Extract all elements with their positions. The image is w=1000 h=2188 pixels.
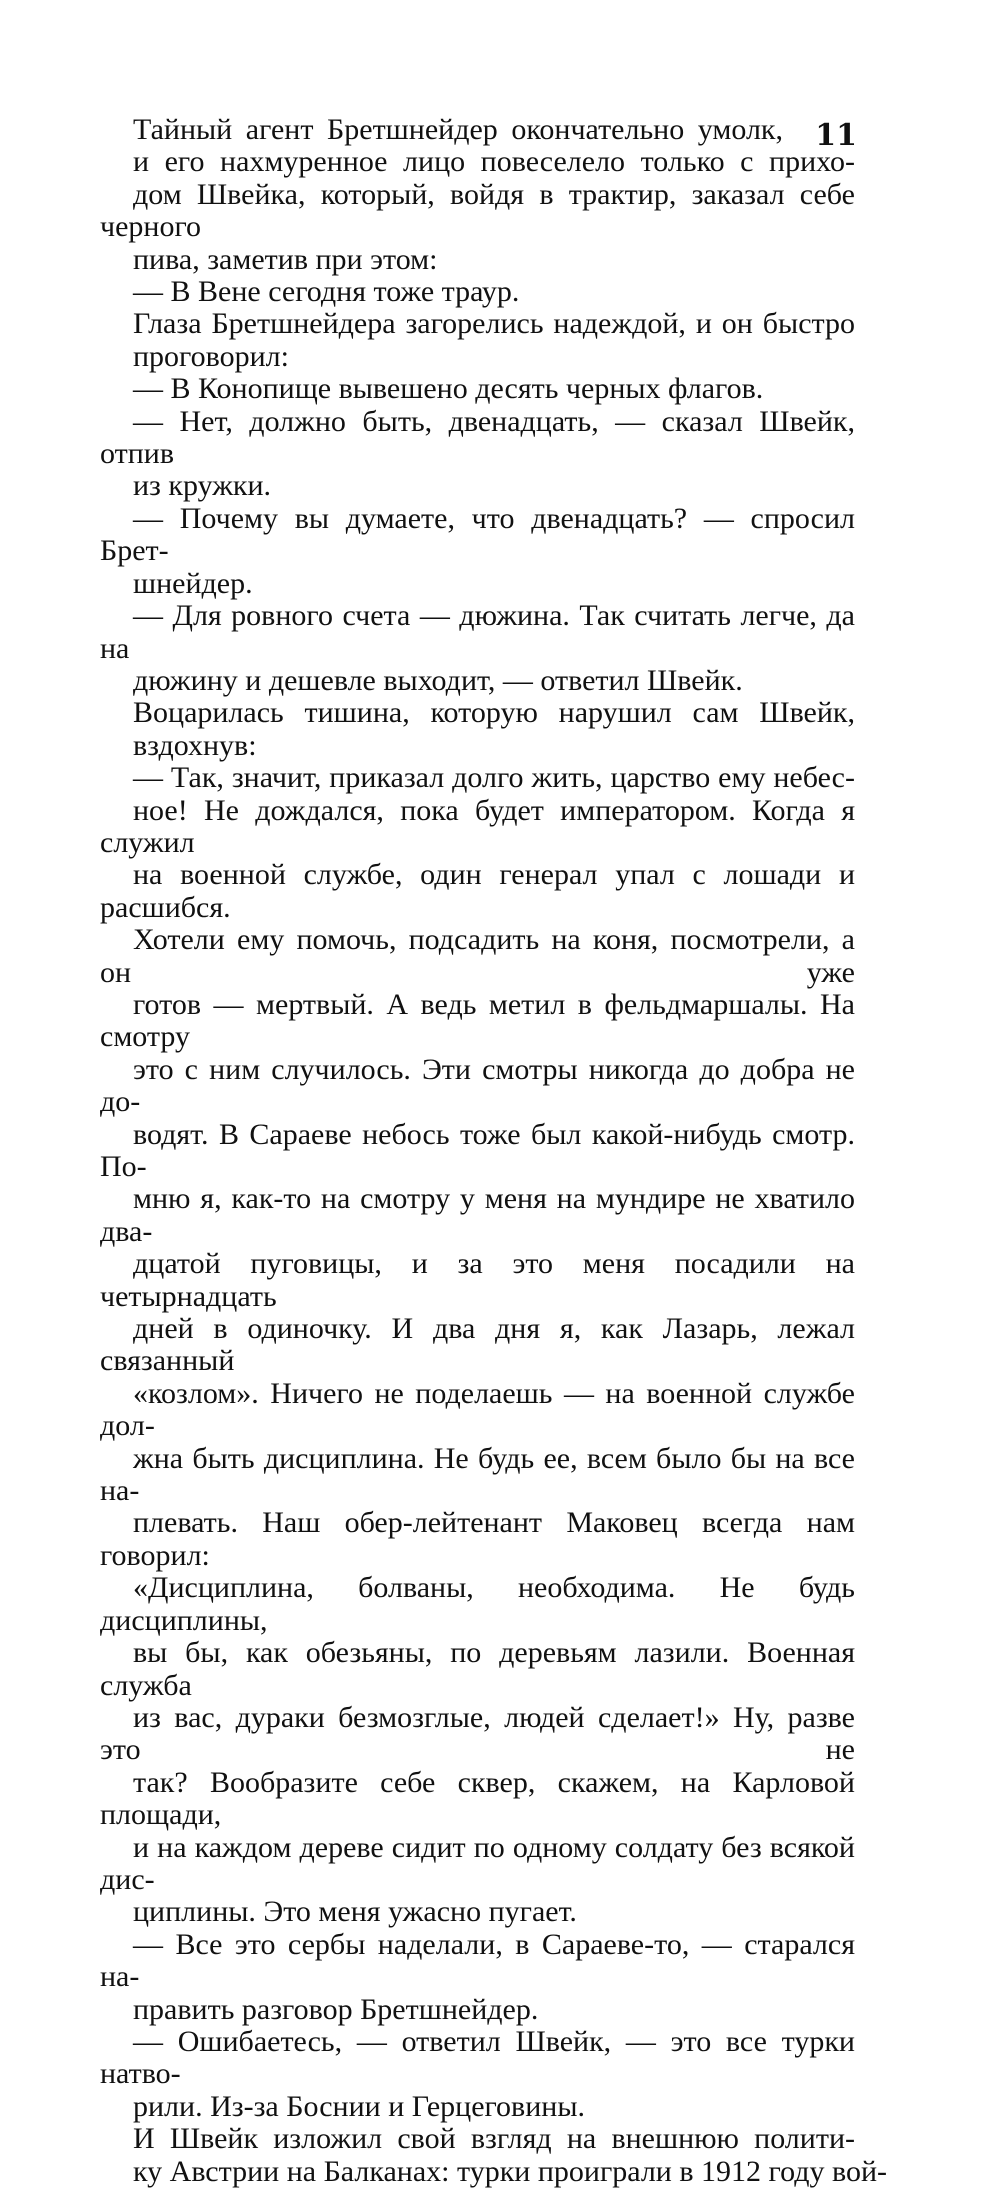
text-line: ку Австрии на Балканах: турки проиграли в 1912 году вой-	[133, 2154, 887, 2188]
text-line: дцатой пуговицы, и за это меня посадили на четырнадцать	[100, 1247, 855, 1313]
text-line: — Для ровного счета — дюжина. Так считать легче, да на	[100, 599, 855, 665]
paragraph	[100, 406, 855, 503]
paragraph	[100, 600, 855, 697]
text-line: вздохнув:	[133, 728, 257, 762]
text-line: вы бы, как обезьяны, по деревьям лазили. Военная служба	[100, 1636, 855, 1702]
text-line: мню я, как-то на смотру у меня на мундире не хватило два-	[100, 1182, 855, 1248]
page-number: 11	[815, 118, 857, 153]
paragraph	[100, 2026, 855, 2123]
text-line: Воцарилась тишина, которую нарушил сам Швейк,	[133, 696, 855, 730]
text-line: проговорил:	[133, 339, 289, 373]
text-line: жна быть дисциплина. Не будь ее, всем было бы на все на-	[100, 1441, 855, 1508]
text-line: И Швейк изложил свой взгляд на внешнюю полити-	[133, 2122, 855, 2156]
paragraph	[100, 762, 855, 1929]
paragraph	[100, 114, 855, 276]
text-line: так? Вообразите себе сквер, скажем, на Карловой площади,	[100, 1765, 855, 1832]
text-line: дюжину и дешевле выходит, — ответил Швейк.	[133, 663, 743, 697]
text-line: и на каждом дереве сидит по одному солдату без всякой дис-	[100, 1830, 855, 1896]
paragraph	[100, 1929, 855, 2026]
text-line: — Почему вы думаете, что двенадцать? — спросил Брет-	[100, 501, 855, 568]
text-line: на военной службе, один генерал упал с лошади и расшибся.	[100, 858, 855, 924]
text-line: из кружки.	[133, 469, 272, 503]
text-line: «Дисциплина, болваны, необходима. Не будь дисциплины,	[100, 1571, 855, 1637]
paragraph	[100, 276, 855, 308]
text-line: водят. В Сараеве небось тоже был какой-нибудь смотр. По-	[100, 1117, 855, 1183]
paragraph	[100, 503, 855, 600]
text-line: и его нахмуренное лицо повеселело только с прихо-	[133, 145, 855, 179]
text-line: — Ошибаетесь, — ответил Швейк, — это все турки натво-	[100, 2024, 855, 2091]
paragraph	[100, 373, 855, 405]
text-line: шнейдер.	[133, 566, 253, 600]
paragraph	[100, 2122, 887, 2188]
text-line: — Все это сербы наделали, в Сараеве-то, — старался на-	[100, 1927, 855, 1994]
text-line: — Так, значит, приказал долго жить, царство ему небес-	[133, 761, 855, 795]
text-line: править разговор Бретшнейдер.	[133, 1992, 539, 2026]
text-line: готов — мертвый. А ведь метил в фельдмаршалы. На смотру	[100, 987, 855, 1054]
body-text	[100, 113, 887, 2188]
text-line: Тайный агент Бретшнейдер окончательно умолк,	[133, 113, 783, 146]
text-line: — В Конопище вывешено десять черных флагов.	[133, 372, 764, 406]
text-line: Глаза Бретшнейдера загорелись надеждой, и он быстро	[133, 307, 855, 341]
text-line: это с ним случилось. Эти смотры никогда до добра не до-	[100, 1052, 855, 1119]
text-line: дом Швейка, который, войдя в трактир, заказал себе черного	[100, 177, 855, 244]
text-line: «козлом». Ничего не поделаешь — на военной службе дол-	[100, 1376, 855, 1443]
text-line: пива, заметив при этом:	[133, 242, 438, 276]
text-line: плевать. Наш обер-лейтенант Маковец всегда нам говорил:	[100, 1506, 855, 1572]
text-line: Хотели ему помочь, подсадить на коня, посмотрели, а он уже	[100, 923, 855, 989]
text-line: — В Вене сегодня тоже траур.	[133, 275, 520, 309]
text-line: дней в одиночку. И два дня я, как Лазарь, лежал связанный	[100, 1312, 855, 1378]
text-line: ное! Не дождался, пока будет императором. Когда я служил	[100, 793, 855, 859]
text-line: — Нет, должно быть, двенадцать, — сказал Швейк, отпив	[100, 404, 855, 471]
paragraph	[100, 697, 855, 762]
paragraph	[100, 308, 855, 373]
text-line: рили. Из-за Боснии и Герцеговины.	[133, 2089, 585, 2123]
text-line: циплины. Это меня ужасно пугает.	[133, 1895, 577, 1929]
text-line: из вас, дураки безмозглые, людей сделает!» Ну, разве это не	[100, 1700, 855, 1767]
